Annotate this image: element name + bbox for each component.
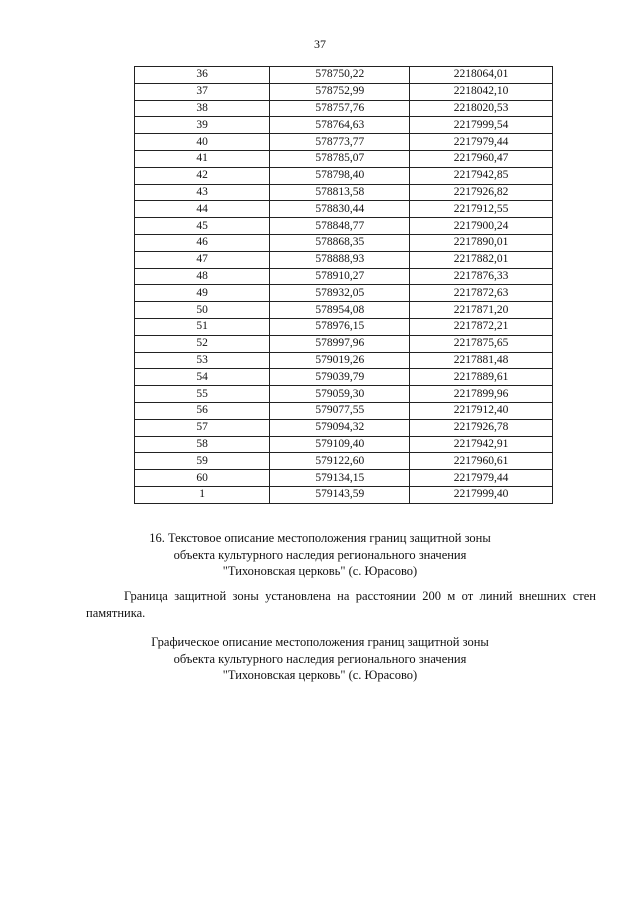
table-row — [135, 419, 553, 436]
table-row — [135, 386, 553, 403]
x-coordinate-cell: 578757,76 — [270, 100, 410, 117]
point-number-cell: 55 — [135, 386, 270, 403]
point-number-cell: 51 — [135, 318, 270, 335]
y-coordinate-cell: 2218064,01 — [410, 67, 553, 84]
heading-line: 16. Текстовое описание местоположения границ защитной зоны — [149, 531, 491, 545]
point-number-cell: 44 — [135, 201, 270, 218]
heading-line: "Тихоновская церковь" (с. Юрасово) — [222, 668, 418, 682]
x-coordinate-cell: 579094,32 — [270, 419, 410, 436]
table-row — [135, 167, 553, 184]
y-coordinate-cell: 2217900,24 — [410, 218, 553, 235]
y-coordinate-cell: 2217872,21 — [410, 318, 553, 335]
y-coordinate-cell: 2217942,85 — [410, 167, 553, 184]
point-number-cell: 56 — [135, 402, 270, 419]
x-coordinate-cell: 578785,07 — [270, 150, 410, 167]
table-row — [135, 268, 553, 285]
x-coordinate-cell: 578868,35 — [270, 234, 410, 251]
point-number-cell: 59 — [135, 453, 270, 470]
y-coordinate-cell: 2217912,40 — [410, 402, 553, 419]
point-number-cell: 39 — [135, 117, 270, 134]
graphic-description-heading — [0, 634, 640, 684]
table-row — [135, 369, 553, 386]
table-row — [135, 201, 553, 218]
y-coordinate-cell: 2217979,44 — [410, 134, 553, 151]
point-number-cell: 48 — [135, 268, 270, 285]
x-coordinate-cell: 579059,30 — [270, 386, 410, 403]
x-coordinate-cell: 579109,40 — [270, 436, 410, 453]
table-row — [135, 352, 553, 369]
table-row — [135, 470, 553, 487]
x-coordinate-cell: 578997,96 — [270, 335, 410, 352]
table-row — [135, 335, 553, 352]
heading-line: Графическое описание местоположения границ защитной зоны — [151, 635, 489, 649]
x-coordinate-cell: 578888,93 — [270, 251, 410, 268]
x-coordinate-cell: 579143,59 — [270, 486, 410, 503]
table-row — [135, 402, 553, 419]
point-number-cell: 41 — [135, 150, 270, 167]
y-coordinate-cell: 2217881,48 — [410, 352, 553, 369]
point-number-cell: 40 — [135, 134, 270, 151]
heading-line: объекта культурного наследия регионального значения — [173, 547, 467, 562]
y-coordinate-cell: 2217890,01 — [410, 234, 553, 251]
coordinates-table — [134, 66, 553, 504]
table-row — [135, 486, 553, 503]
x-coordinate-cell: 579077,55 — [270, 402, 410, 419]
table-row — [135, 218, 553, 235]
x-coordinate-cell: 579039,79 — [270, 369, 410, 386]
x-coordinate-cell: 578954,08 — [270, 302, 410, 319]
x-coordinate-cell: 578752,99 — [270, 83, 410, 100]
point-number-cell: 47 — [135, 251, 270, 268]
table-row — [135, 436, 553, 453]
y-coordinate-cell: 2217999,54 — [410, 117, 553, 134]
point-number-cell: 58 — [135, 436, 270, 453]
table-row — [135, 285, 553, 302]
heading-line: объекта культурного наследия регионального значения — [173, 651, 467, 666]
y-coordinate-cell: 2217926,78 — [410, 419, 553, 436]
x-coordinate-cell: 578910,27 — [270, 268, 410, 285]
y-coordinate-cell: 2217882,01 — [410, 251, 553, 268]
y-coordinate-cell: 2217942,91 — [410, 436, 553, 453]
y-coordinate-cell: 2218020,53 — [410, 100, 553, 117]
table-row — [135, 453, 553, 470]
y-coordinate-cell: 2217875,65 — [410, 335, 553, 352]
y-coordinate-cell: 2217960,61 — [410, 453, 553, 470]
y-coordinate-cell: 2217912,55 — [410, 201, 553, 218]
table-row — [135, 184, 553, 201]
x-coordinate-cell: 578932,05 — [270, 285, 410, 302]
point-number-cell: 60 — [135, 470, 270, 487]
boundary-paragraph: Граница защитной зоны установлена на расстоянии 200 м от линий внешних стен памятника. — [86, 589, 596, 620]
table-row — [135, 100, 553, 117]
table-row — [135, 134, 553, 151]
point-number-cell: 54 — [135, 369, 270, 386]
y-coordinate-cell: 2217960,47 — [410, 150, 553, 167]
point-number-cell: 53 — [135, 352, 270, 369]
x-coordinate-cell: 578848,77 — [270, 218, 410, 235]
heading-line: "Тихоновская церковь" (с. Юрасово) — [222, 564, 418, 578]
table-row — [135, 251, 553, 268]
table-row — [135, 150, 553, 167]
x-coordinate-cell: 578764,63 — [270, 117, 410, 134]
point-number-cell: 46 — [135, 234, 270, 251]
x-coordinate-cell: 579134,15 — [270, 470, 410, 487]
y-coordinate-cell: 2217872,63 — [410, 285, 553, 302]
table-row — [135, 83, 553, 100]
point-number-cell: 49 — [135, 285, 270, 302]
y-coordinate-cell: 2218042,10 — [410, 83, 553, 100]
point-number-cell: 50 — [135, 302, 270, 319]
x-coordinate-cell: 578773,77 — [270, 134, 410, 151]
x-coordinate-cell: 579019,26 — [270, 352, 410, 369]
point-number-cell: 43 — [135, 184, 270, 201]
x-coordinate-cell: 578830,44 — [270, 201, 410, 218]
x-coordinate-cell: 578750,22 — [270, 67, 410, 84]
page-number: 37 — [314, 37, 326, 51]
text-description-heading — [0, 530, 640, 580]
point-number-cell: 37 — [135, 83, 270, 100]
y-coordinate-cell: 2217926,82 — [410, 184, 553, 201]
table-row — [135, 67, 553, 84]
y-coordinate-cell: 2217889,61 — [410, 369, 553, 386]
y-coordinate-cell: 2217871,20 — [410, 302, 553, 319]
point-number-cell: 52 — [135, 335, 270, 352]
point-number-cell: 45 — [135, 218, 270, 235]
y-coordinate-cell: 2217979,44 — [410, 470, 553, 487]
table-row — [135, 318, 553, 335]
table-row — [135, 117, 553, 134]
x-coordinate-cell: 578798,40 — [270, 167, 410, 184]
y-coordinate-cell: 2217899,96 — [410, 386, 553, 403]
y-coordinate-cell: 2217876,33 — [410, 268, 553, 285]
x-coordinate-cell: 579122,60 — [270, 453, 410, 470]
point-number-cell: 57 — [135, 419, 270, 436]
point-number-cell: 36 — [135, 67, 270, 84]
point-number-cell: 1 — [135, 486, 270, 503]
table-row — [135, 302, 553, 319]
point-number-cell: 42 — [135, 167, 270, 184]
x-coordinate-cell: 578976,15 — [270, 318, 410, 335]
point-number-cell: 38 — [135, 100, 270, 117]
coordinates-table-body — [135, 67, 553, 504]
y-coordinate-cell: 2217999,40 — [410, 486, 553, 503]
x-coordinate-cell: 578813,58 — [270, 184, 410, 201]
table-row — [135, 234, 553, 251]
